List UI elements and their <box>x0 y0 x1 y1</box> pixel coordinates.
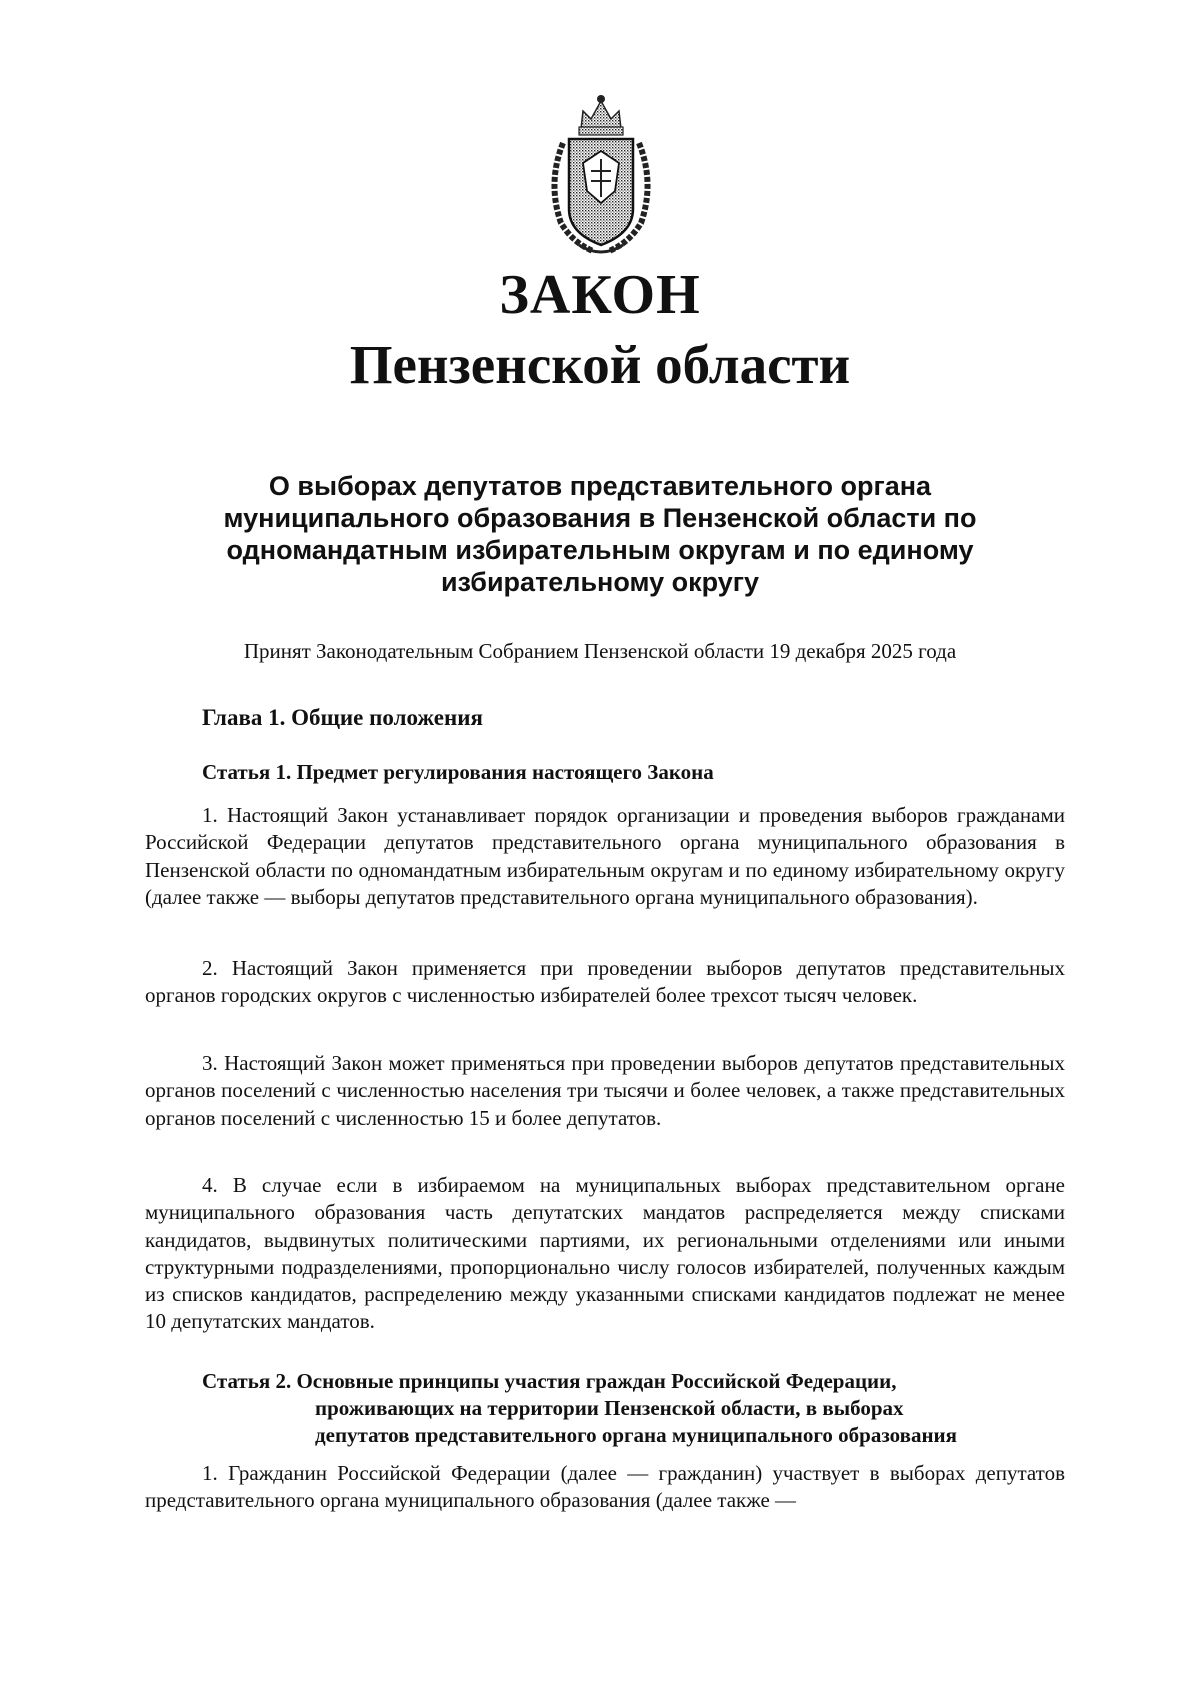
article-2-paragraph-1: 1. Гражданин Российской Федерации (далее — гражданин) участвует в выборах депутатов представительного органа муниципального образования (далее также — <box>145 1461 1065 1513</box>
article-1-paragraph-4: 4. В случае если в избираемом на муниципальных выборах представительном органе муниципального образования часть депутатских мандатов распределяется между списками кандидатов, выдвинутых политическими партиями, их региональными отделениями или иными структурными подразделениями, пропорционально числу голосов избирателей, полученных каждым из списков кандидатов, распределению между указанными списками кандидатов подлежат не менее 10 депутатских мандатов. <box>145 1173 1065 1334</box>
chapter-heading: Глава 1. Общие положения <box>202 705 483 730</box>
law-title: О выборах депутатов представительного органа муниципального образования в Пензенской области по одномандатным избирательным округам и по единому избирательному округу <box>223 471 977 597</box>
article-1-paragraph-1: 1. Настоящий Закон устанавливает порядок организации и проведения выборов гражданами Российской Федерации депутатов представительного органа муниципального образования в Пензенской области по одномандатным избирательным округам и по единому избирательному округу (далее также — выборы депутатов представительного органа муниципального образования). <box>145 803 1065 909</box>
adoption-note: Принят Законодательным Собранием Пензенской области 19 декабря 2025 года <box>243 639 957 663</box>
article-2-heading <box>202 1368 1062 1449</box>
article-2-heading-line-2: проживающих на территории Пензенской области, в выборах <box>315 1396 904 1420</box>
coat-of-arms-icon <box>543 93 659 258</box>
article-1-heading: Статья 1. Предмет регулирования настоящего Закона <box>202 760 714 784</box>
article-2-heading-line-1: Статья 2. Основные принципы участия граждан Российской Федерации, <box>202 1369 897 1393</box>
document-type-heading: ЗАКОН <box>499 264 701 326</box>
article-1-paragraph-2: 2. Настоящий Закон применяется при проведении выборов депутатов представительных органов городских округов с численностью избирателей более трехсот тысяч человек. <box>145 956 1065 1008</box>
article-2-heading-line-3: депутатов представительного органа муниципального образования <box>315 1423 958 1447</box>
article-1-paragraph-3: 3. Настоящий Закон может применяться при проведении выборов депутатов представительных органов поселений с численностью населения три тысячи и более человек, а также представительных органов поселений с численностью 15 и более депутатов. <box>145 1051 1065 1130</box>
region-heading: Пензенской области <box>349 334 851 395</box>
